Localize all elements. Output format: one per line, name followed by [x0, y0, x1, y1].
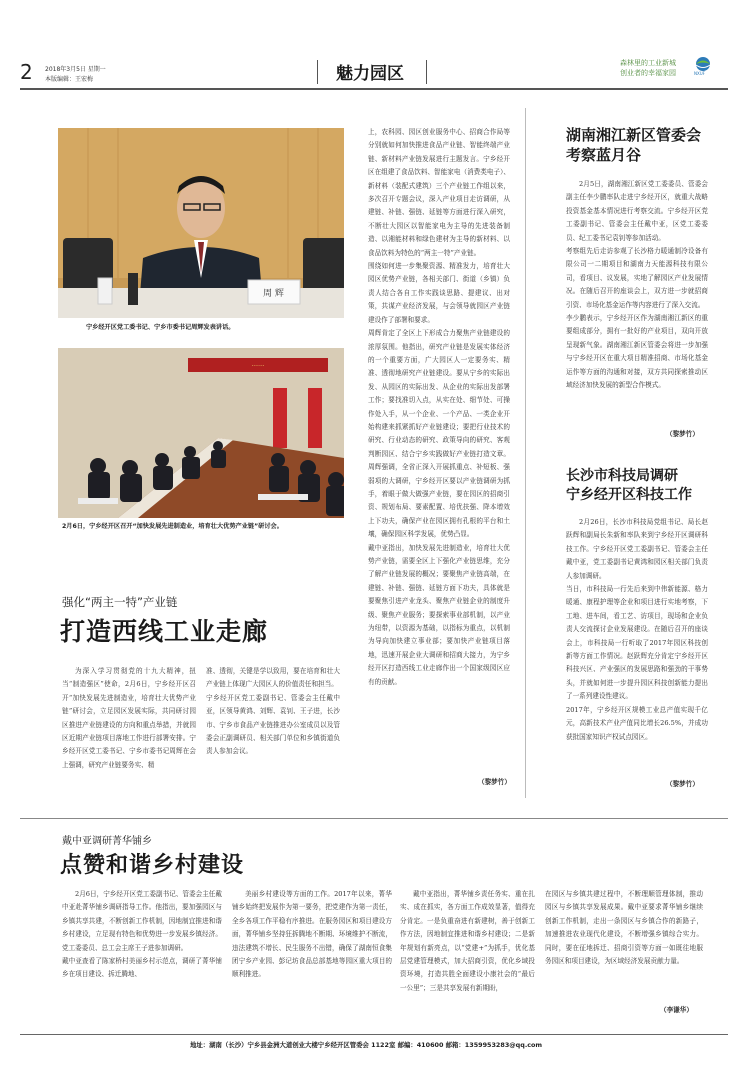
footer-rule	[20, 1034, 728, 1035]
keji-headline-1: 长沙市科技局调研	[566, 468, 678, 484]
column-divider	[525, 108, 526, 798]
photo-caption-speaker: 宁乡经开区党工委书记、宁乡市委书记周辉发表讲话。	[86, 324, 235, 331]
nxuf-logo	[692, 55, 714, 77]
keji-body: 2月26日，长沙市科技局党组书记、局长赵跃辉和副局长朱新和率队来到宁乡经开区调研科技工作。宁乡经开区党工委副书记、管委会主任戴中亚，党工委副书记黄鸿和园区相关部门负责人参加调研。 当日，市科技局一行先后来到中伟新能源、格力暖通、康程护理等企业和项目进行实地考察，下工地、进车间，看工艺、访项目，现场和企业负责人交流探讨企业发展建设。在随后召开的座谈会上，市科技局一行听取了2017年园区科技创新等方面工作情况。赵跃辉充分肯定宁乡经开区科技兴区、产业强区的发展思路和强劲的干事势头，并就如何进一步提升园区科技创新能力提出了一系列建设性建议。 2017年，宁乡经开区规模工业总产值实现千亿元，高新技术产业产值同比增长26.5%，并成功获批国家知识产权试点园区。	[566, 518, 708, 741]
slogan-line-1: 森林里的工业新城	[620, 59, 676, 67]
bottom-article-col4: 在园区与乡镇共建过程中，不断理顺管理体制，推动园区与乡镇共享发展成果。戴中亚要求菁华铺乡继续创新工作机制，走出一条园区与乡镇合作的新路子，加速推进农业现代化建设，不断增强乡镇综合实力。同时，要在征地拆迁、招商引资等方面一如既往地服务园区和项目建设，为区域经济发展贡献力量。	[545, 890, 703, 966]
issue-date: 2018年3月5日 星期一	[45, 66, 106, 73]
bottom-article-col2: 美丽乡村建设等方面的工作。2017年以来，菁华铺乡始终把发展作为第一要务，把党建作为第一责任，全乡各项工作平稳有序推进。在服务园区和项目建设方面，菁华铺乡坚持狂拆腾地不断期、环境维护不断流，违法建筑不增长、民生服务不出错，确保了湖南恒食集团宁乡产业园、彭记坊食品总部基地等园区重大项目的顺利推进。	[232, 890, 392, 979]
header-divider-left	[317, 60, 318, 84]
bottom-article-headline: 点赞和谐乡村建设	[60, 853, 245, 878]
keji-headline-2: 宁乡经开区科技工作	[566, 487, 692, 503]
page-editors: 本版编辑：王宏梅	[45, 76, 94, 83]
logo-text: NXUF	[694, 71, 705, 76]
header-rule	[20, 88, 728, 90]
article-kicker: 强化“两主一特”产业链	[62, 595, 178, 609]
article-main-col1: 为深入学习贯彻党的十九大精神，扭当“制造强区”使命，2月6日，宁乡经开区召开“加快发展先进制造业，培育壮大优势产业链”研讨会，立足园区发展实际，共同研讨园区推进产业链建设的方向和重点举措，并就园区近期产业链项目落地工作进行部署安排。宁乡经开区党工委书记、宁乡市委书记周辉在会上强调，研究产业链要务实、精	[62, 667, 196, 769]
section-title: 魅力园区	[336, 64, 404, 84]
bottom-article-col1: 2月6日，宁乡经开区党工委副书记、管委会主任戴中亚赴菁华铺乡调研指导工作。他指出，要加强园区与乡镇共享共建，不断创新工作机制，因地制宜推进和谐乡村建设，立足现有特色和优势进一步发展乡镇经济。党工委委员、总工会主席王子进参加调研。 戴中亚查看了陈家桥村美丽乡村示范点，调研了菁华铺乡在项目建设、拆迁腾地、	[62, 890, 222, 979]
slogan-line-2: 创业者的幸福家园	[620, 69, 676, 77]
bottom-article-rule	[20, 818, 728, 819]
article-main-author: （黎梦竹）	[478, 778, 511, 786]
footer-address: 地址：湖南（长沙）宁乡县金洲大道创业大楼宁乡经开区管委会 1122室 邮编：410600 邮箱：1359953283@qq.com	[190, 1041, 543, 1049]
svg-text:·······: ·······	[251, 363, 265, 370]
page-number: 2	[20, 60, 33, 84]
photo-speaker	[58, 128, 344, 318]
xiangjiang-author: （黎梦竹）	[666, 430, 699, 438]
bottom-article-col3: 戴中亚指出，菁华铺乡责任务实、重在扎实、成在抓实，各方面工作成效显著，值得充分肯定。一是负重奋进有新建树，善于创新工作方法，因地制宜推进和谐乡村建设；二是新年规划有新亮点，以“党建+”为抓手，优化基层党建管理模式，加大招商引资，优化乡域投资环境，打造共胜全面建设小康社会的“最后一公里”；三是共享发展有新期盼，	[400, 890, 535, 992]
keji-author: （黎梦竹）	[666, 780, 699, 788]
photo-caption-meeting: 2月6日，宁乡经开区召开“加快发展先进制造业，培育壮大优势产业链”研讨会。	[62, 523, 283, 530]
bottom-article-author: （李谦华）	[660, 1006, 693, 1014]
xiangjiang-headline-2: 考察蓝月谷	[566, 146, 642, 164]
photo-meeting	[58, 348, 344, 518]
article-main-col3: 上，农科园、园区创业服务中心、招商合作局等分别就如何加快推进食品产业链、智能终端产业链、新材料产业链发展进行主题发言。宁乡经开区在组建了食品饮料、智能家电（消费类电子）、新材料（装配式建筑）三个产业链工作组以来，多次召开专题会议，深入产业项目走访调研，从建链、补链、强链、延链等方面进行深入研究，不断壮大园区以智能家电为主导的先进装备制造、以湘能材料和绿色建材为主导的新材料、以食品饮料为特色的“两主一特”产业链。 围绕如何进一步集聚资源、精准发力，培育壮大园区优势产业链，各相关部门、街道（乡镇）负责人结合各自工作实践谈思路、提建议、出对策，共谋产业经济发展，与会领导就园区产业链建设作了部署和要求。 周辉肯定了全区上下形成合力聚焦产业链建设的浓厚氛围。他指出，研究产业链是发展实体经济的一个重要方面，广大园区人一定要务实、精准、透彻地研究产业链建设。要从宁乡的实际出发、从园区的实际出发、从企业的实际出发部署工作；要找准切入点，从实在处、细节处、可操作处入手，从一个企业、一个产品、一类企业开始构建来抓紧抓好产业链建设；要把行业技术的研究、行业动态的研究、政策导向的研究、客观判断园区、结合宁乡实践做好产业链打造文章。周辉强调，全省正深入开展抓重点、补短板、强弱项的大调研，宁乡经开区要以产业链调研为抓手，着眼于做大做强产业链，要在园区的招商引资、规划布局、要素配置、培优扶强、降本增效上下功夫，确保产业在园区拥有孔根的平台和土壤，确保园区科学发展，优势凸显。 戴中亚指出，加快发展先进制造业，培育壮大优势产业链，需要全区上下强化产业链思维，充分了解产业链发展的概况；要聚焦产业链高端，在建链、补链、强链、延链方面下功夫，具体就是要聚焦引进产业龙头、聚焦产业链企业的制度升级、聚焦产业服务；要探索事业部机制，以产业为纽带，以资源为基础，以指标为重点，以机制为导向加快建立事业部；要加快产业链项目落地，迅速开展企业大调研和招商大接力，为宁乡经开区打造西线工业走廊作出一个国家级园区应有的贡献。	[368, 128, 510, 686]
bottom-article-kicker: 戴中亚调研菁华铺乡	[62, 836, 152, 847]
header-divider-right	[426, 60, 427, 84]
xiangjiang-body: 2月5日，湖南湘江新区党工委委员、管委会副主任李少鹏率队走进宁乡经开区，就重大战略投资基金基本情况进行考察交流。宁乡经开区党工委副书记、管委会主任戴中亚，区党工委委员、纪工委书记袁钊等参加活动。 考察组先后走访参观了长沙格力暖通制冷设备有限公司一二期项目和湖南力天能源科技有限公司，看项目、议发展，实地了解园区产业发展情况。在随后召开的座谈会上，双方进一步就招商引资、市场化基金运作等内容进行了深入交流。 李少鹏表示，宁乡经开区作为湖南湘江新区的重要组成部分，拥有一批好的产业项目，双向开放呈现新气象。湖南湘江新区管委会将进一步加强与宁乡经开区在重大项目精准招商、市场化基金运作等方面的沟通和对接，双方共同探索推动区域经济加快发展的新型合作模式。	[566, 180, 708, 390]
xiangjiang-headline-1: 湖南湘江新区管委会	[566, 126, 702, 144]
article-headline: 打造西线工业走廊	[60, 617, 269, 646]
name-placard: 周 辉	[263, 289, 284, 299]
article-main-col2: 准、透彻，关键是学以致用，要在培育和壮大产业链上体现广大园区人的价值责任和担当。 宁乡经开区党工委副书记、管委会主任戴中亚，区领导黄鸿、刘辉、袁钊、王子进，长沙市、宁乡市食品产业链推进办公室成员以及管委会正副调研员、相关部门单位和乡镇街道负责人参加会议。	[206, 667, 340, 756]
